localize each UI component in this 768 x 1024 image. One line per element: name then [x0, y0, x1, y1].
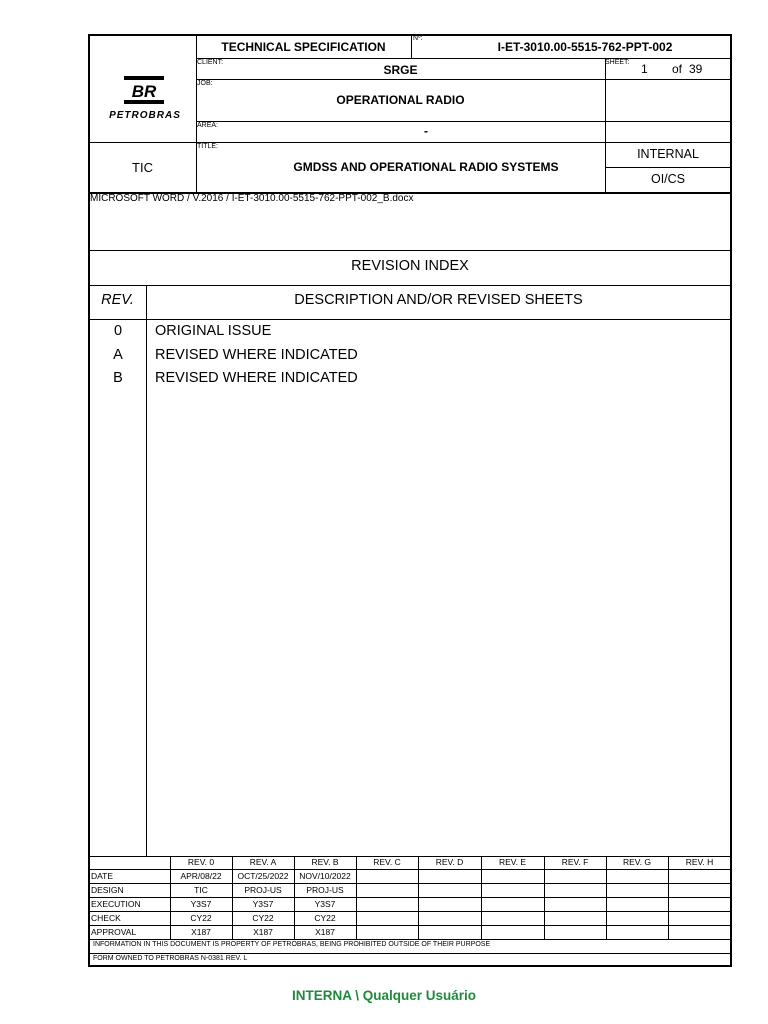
classification-code: OI/CS	[650, 172, 686, 186]
table-cell: X187	[253, 927, 273, 937]
approval-column-header: REV. G	[622, 857, 652, 867]
approval-column-header: REV. B	[311, 857, 339, 867]
doc-type: TECHNICAL SPECIFICATION	[221, 40, 386, 54]
area-value: -	[424, 124, 428, 138]
job-label: JOB:	[197, 80, 213, 87]
rev-code: A	[113, 347, 123, 363]
table-cell: X187	[191, 927, 211, 937]
property-note: INFORMATION IN THIS DOCUMENT IS PROPERTY OF PETROBRAS, BEING PROHIBITED OUTSIDE OF THEIR PURPOSE	[93, 941, 491, 948]
approval-column-header: REV. C	[373, 857, 401, 867]
approval-column-header: REV. A	[249, 857, 277, 867]
file-info: MICROSOFT WORD / V.2016 / I-ET-3010.00-5515-762-PPT-002_B.docx	[90, 193, 414, 204]
doc-title: GMDSS AND OPERATIONAL RADIO SYSTEMS	[293, 160, 559, 174]
logo-mark: BR	[131, 82, 157, 101]
rev-description: ORIGINAL ISSUE	[155, 323, 272, 339]
sheet-label: SHEET:	[605, 59, 630, 66]
rev-column-header: REV.	[101, 292, 134, 308]
table-cell: TIC	[194, 885, 208, 895]
classification-footer: INTERNA \ Qualquer Usuário	[291, 988, 477, 1003]
table-cell: CY22	[314, 913, 336, 923]
sheet-of: of	[672, 62, 683, 76]
rev-description: REVISED WHERE INDICATED	[155, 347, 358, 363]
table-cell: PROJ-US	[306, 885, 344, 895]
petrobras-logo	[100, 74, 190, 124]
row-label: APPROVAL	[91, 927, 137, 937]
doc-number: I-ET-3010.00-5515-762-PPT-002	[497, 40, 673, 54]
table-cell: Y3S7	[252, 899, 274, 909]
table-cell: PROJ-US	[244, 885, 282, 895]
table-cell: NOV/10/2022	[299, 871, 351, 881]
rev-code: B	[113, 370, 123, 386]
approval-column-header: REV. F	[561, 857, 589, 867]
sheet-current: 1	[641, 62, 648, 76]
client-value: SRGE	[383, 63, 418, 77]
desc-column-header: DESCRIPTION AND/OR REVISED SHEETS	[294, 292, 583, 308]
table-cell: OCT/25/2022	[237, 871, 289, 881]
rev-code: 0	[113, 323, 123, 339]
table-cell: X187	[315, 927, 335, 937]
logo-name: PETROBRAS	[109, 110, 181, 121]
row-label: DESIGN	[91, 885, 124, 895]
row-label: DATE	[91, 871, 114, 881]
row-label: CHECK	[91, 913, 121, 923]
row-label: EXECUTION	[91, 899, 141, 909]
table-cell: CY22	[190, 913, 212, 923]
sheet-total: 39	[689, 62, 703, 76]
br-logo-icon	[124, 76, 164, 104]
revision-index-title: REVISION INDEX	[351, 258, 469, 274]
approval-column-header: REV. H	[685, 857, 714, 867]
form-note: FORM OWNED TO PETROBRAS N-0381 REV. L	[93, 955, 248, 962]
table-cell: Y3S7	[314, 899, 336, 909]
area-label: AREA:	[197, 122, 219, 129]
client-label: CLIENT:	[197, 59, 224, 66]
table-cell: Y3S7	[190, 899, 212, 909]
classification: INTERNAL	[637, 147, 699, 161]
approval-column-header: REV. 0	[187, 857, 215, 867]
approval-column-header: REV. E	[498, 857, 527, 867]
approval-column-header: REV. D	[435, 857, 464, 867]
table-cell: CY22	[252, 913, 274, 923]
number-label: Nº:	[413, 35, 423, 42]
table-cell: APR/08/22	[180, 871, 222, 881]
title-label: TITLE:	[197, 143, 219, 150]
rev-description: REVISED WHERE INDICATED	[155, 370, 358, 386]
job-value: OPERATIONAL RADIO	[336, 93, 465, 107]
department: TIC	[132, 160, 153, 175]
